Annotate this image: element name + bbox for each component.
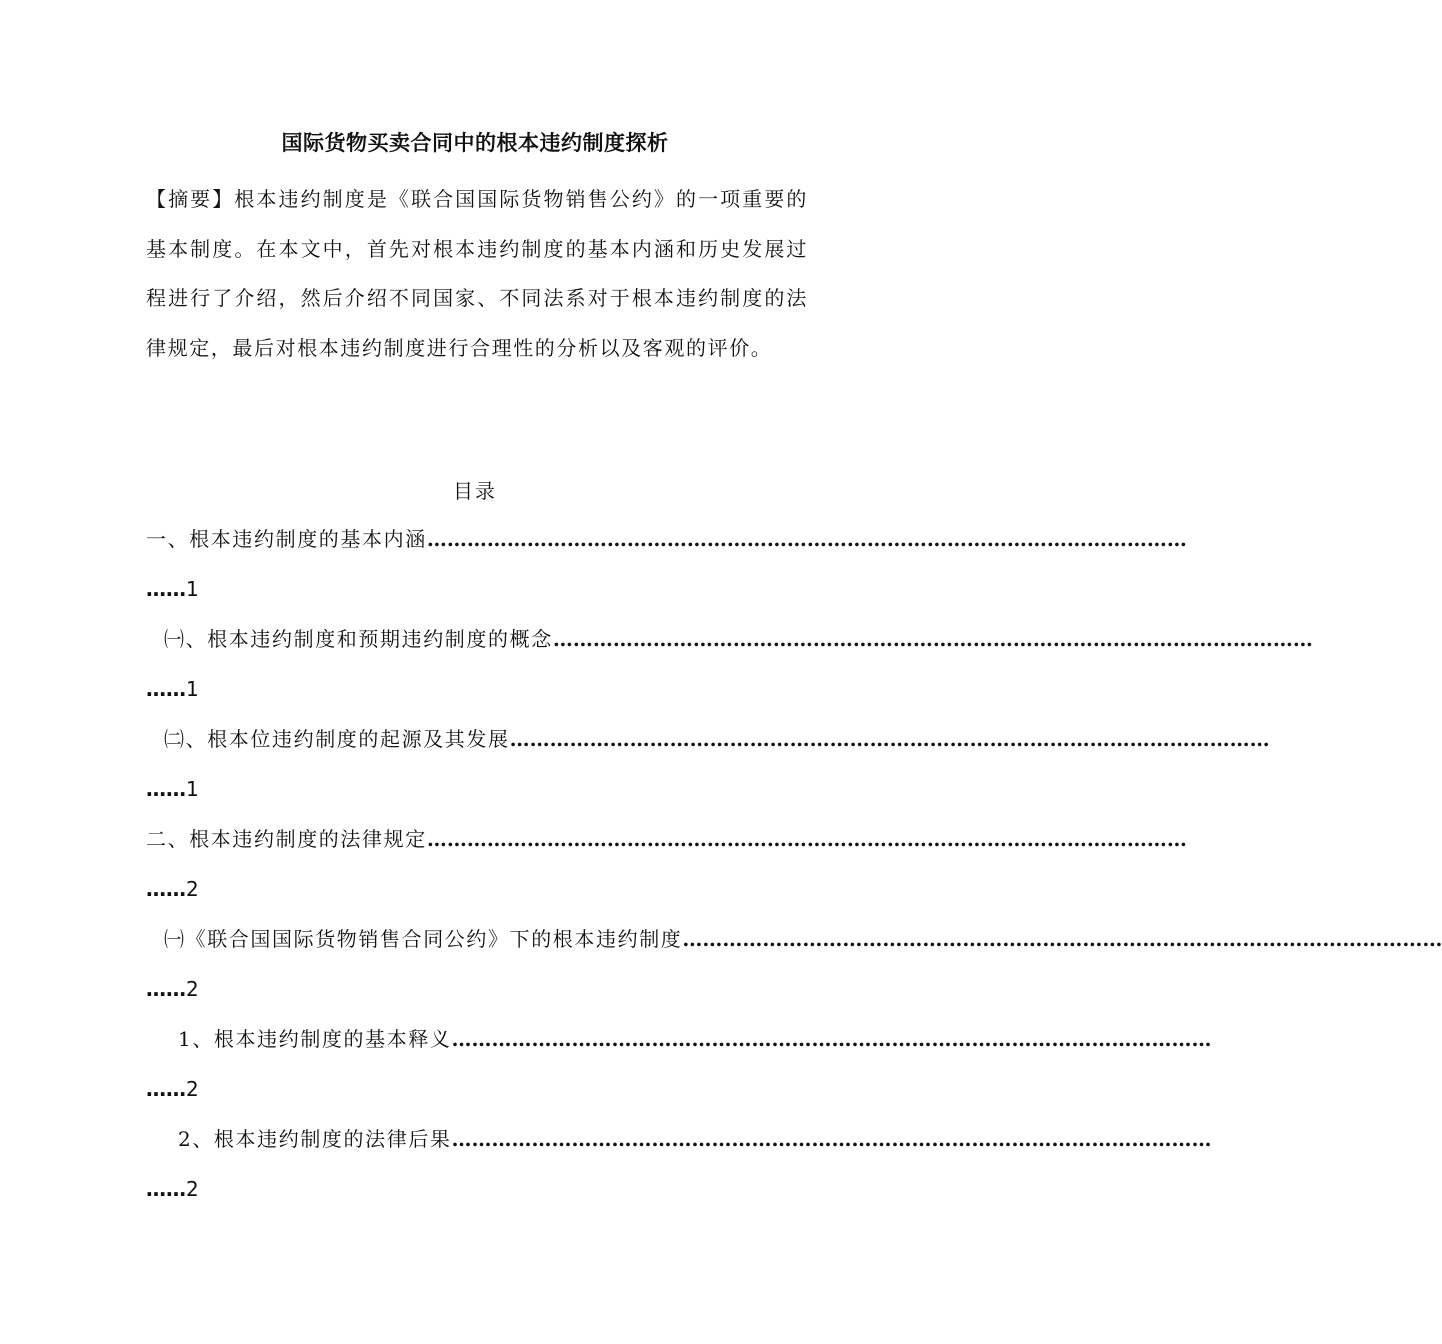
toc-entry-page-line bbox=[146, 974, 199, 1004]
toc-entry-text: 2、根本违约制度的法律后果 bbox=[178, 1127, 452, 1151]
toc-entry-page-line bbox=[146, 874, 199, 904]
toc-leader-dots: …… bbox=[146, 677, 186, 701]
toc-entry[interactable] bbox=[164, 724, 1270, 754]
abstract-paragraph: 【摘要】根本违约制度是《联合国国际货物销售公约》的一项重要的基本制度。在本文中，首先对根本违约制度的基本内涵和历史发展过程进行了介绍，然后介绍不同国家、不同法系对于根本违约制度的法律规定，最后对根本违约制度进行合理性的分析以及客观的评价。 bbox=[146, 187, 808, 360]
toc-entry-page-line bbox=[146, 1074, 199, 1104]
toc-entry[interactable] bbox=[146, 824, 1187, 854]
toc-entry-page-line bbox=[146, 574, 199, 604]
toc-entry-page: 1 bbox=[186, 677, 199, 701]
toc-entry-page: 2 bbox=[186, 877, 199, 901]
document-title: 国际货物买卖合同中的根本违约制度探析 bbox=[281, 131, 669, 155]
toc-leader-dots: …… bbox=[146, 577, 186, 601]
toc-leader-dots: …………………………………………………………………………………………………… bbox=[451, 1027, 1212, 1051]
toc-entry[interactable] bbox=[178, 1124, 1212, 1154]
toc-entry-text: 一、根本违约制度的基本内涵 bbox=[146, 527, 427, 551]
toc-entry-text: ㈠、根本违约制度和预期违约制度的概念 bbox=[164, 627, 553, 651]
toc-leader-dots: …… bbox=[146, 1077, 186, 1101]
toc-entry[interactable] bbox=[164, 924, 1442, 954]
toc-leader-dots: …………………………………………………………………………………………………… bbox=[552, 627, 1313, 651]
toc-entry-page: 2 bbox=[186, 1177, 199, 1201]
toc-leader-dots: …………………………………………………………………………………………………… bbox=[426, 527, 1187, 551]
toc-entry-page: 1 bbox=[186, 777, 199, 801]
toc-entry-page: 1 bbox=[186, 577, 199, 601]
toc-entry-page-line bbox=[146, 674, 199, 704]
toc-leader-dots: …………………………………………………………………………………………………… bbox=[509, 727, 1270, 751]
toc-entry-page-line bbox=[146, 774, 199, 804]
toc-entry-page: 2 bbox=[186, 1077, 199, 1101]
toc-entry[interactable] bbox=[146, 524, 1187, 554]
toc-leader-dots: …… bbox=[146, 1177, 186, 1201]
toc-entry-page: 2 bbox=[186, 977, 199, 1001]
toc-entry-text: ㈠《联合国国际货物销售合同公约》下的根本违约制度 bbox=[164, 927, 683, 951]
toc-entry[interactable] bbox=[164, 624, 1313, 654]
toc-entry-text: 1、根本违约制度的基本释义 bbox=[178, 1027, 452, 1051]
toc-heading: 目录 bbox=[453, 479, 497, 503]
toc-entry-text: ㈡、根本位违约制度的起源及其发展 bbox=[164, 727, 510, 751]
toc-leader-dots: …………………………………………………………………………………………………… bbox=[451, 1127, 1212, 1151]
toc-leader-dots: …………………………………………………………………………………………………… bbox=[682, 927, 1442, 951]
toc-leader-dots: …… bbox=[146, 777, 186, 801]
toc-leader-dots: …… bbox=[146, 877, 186, 901]
toc-entry-page-line bbox=[146, 1174, 199, 1204]
toc-entry[interactable] bbox=[178, 1024, 1212, 1054]
toc-leader-dots: …… bbox=[146, 977, 186, 1001]
toc-leader-dots: …………………………………………………………………………………………………… bbox=[426, 827, 1187, 851]
toc-entry-text: 二、根本违约制度的法律规定 bbox=[146, 827, 427, 851]
